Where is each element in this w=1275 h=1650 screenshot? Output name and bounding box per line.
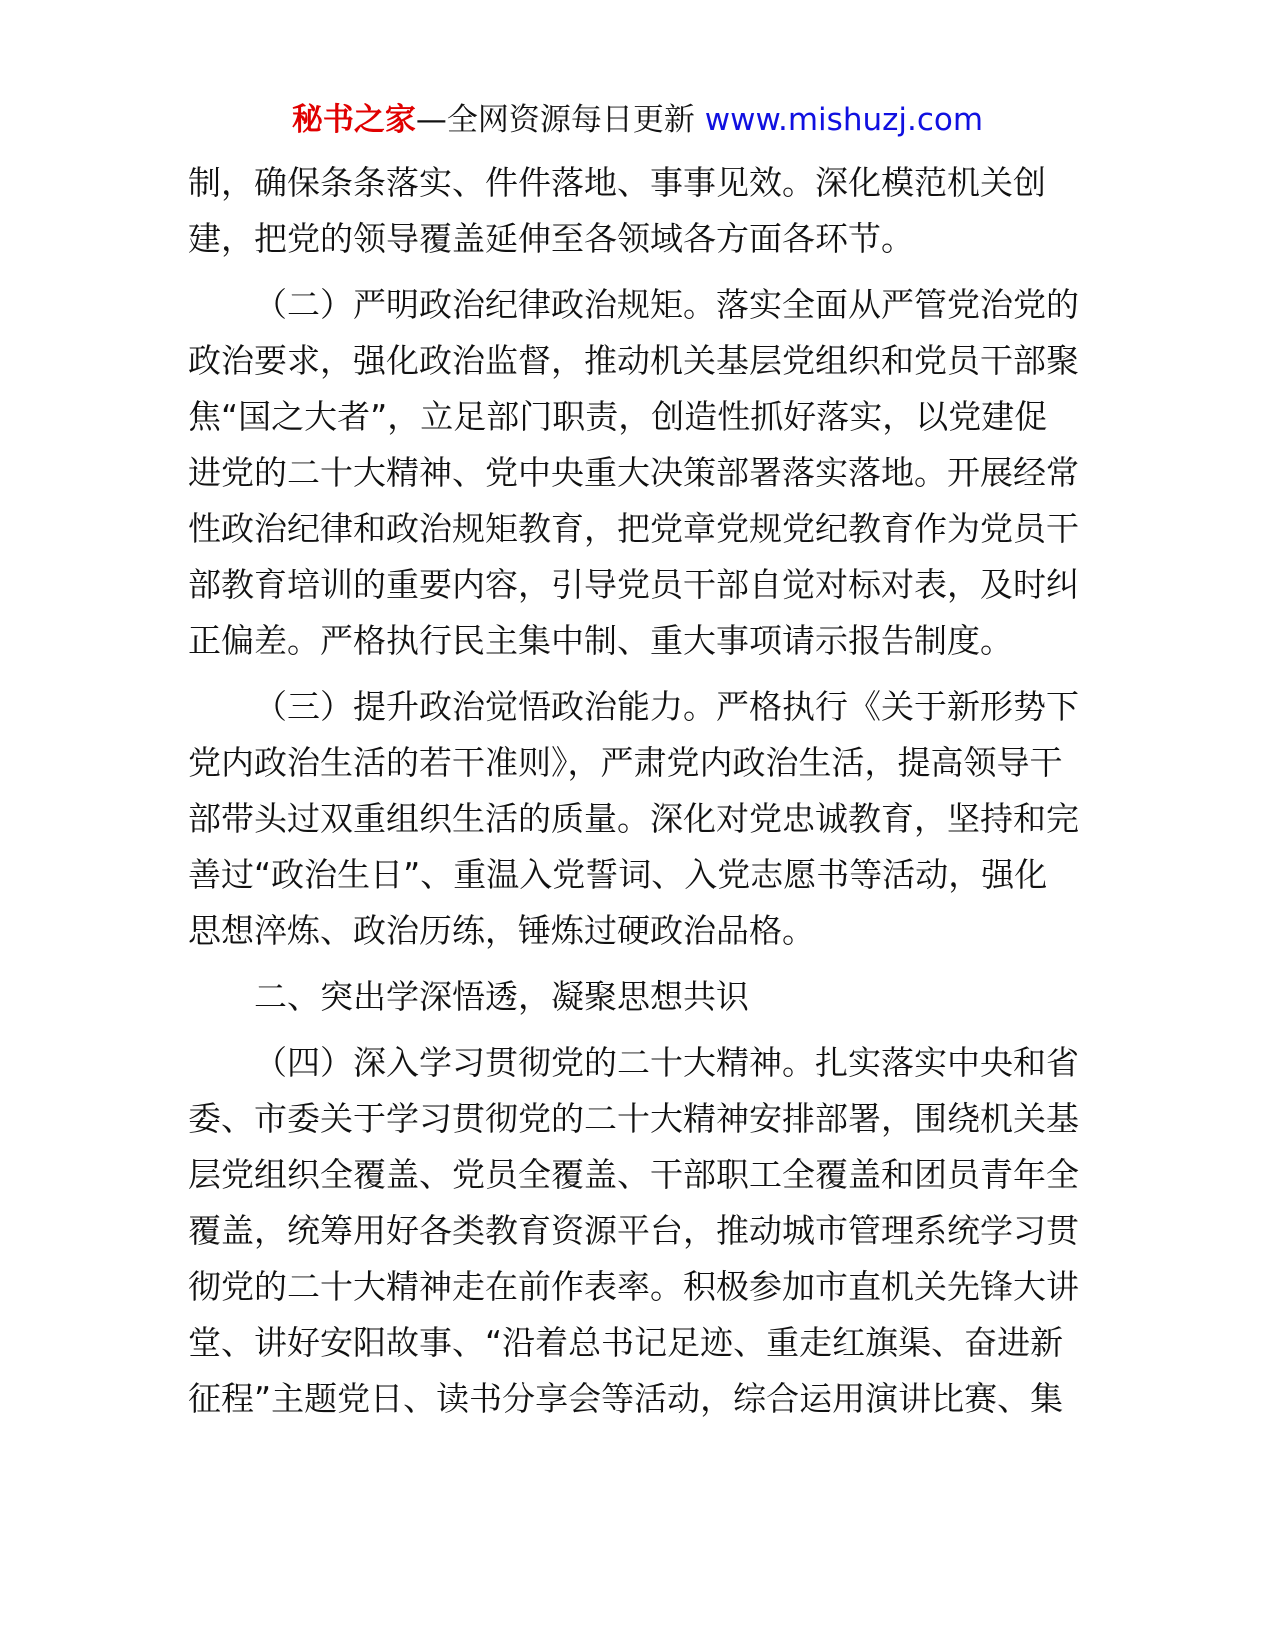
text-line: （四）深入学习贯彻党的二十大精神。扎实落实中央和省 [254, 1043, 1079, 1082]
site-url-link[interactable]: www.mishuzj.com [704, 102, 984, 138]
text-line: 善过“政治生日”、重温入党誓词、入党志愿书等活动，强化 [188, 855, 1048, 894]
text-line: 制，确保条条落实、件件落地、事事见效。深化模范机关创 [188, 163, 1046, 202]
text-line: 层党组织全覆盖、党员全覆盖、干部职工全覆盖和团员青年全 [188, 1155, 1079, 1194]
text-line: 部带头过双重组织生活的质量。深化对党忠诚教育，坚持和完 [188, 799, 1079, 838]
text-line: 彻党的二十大精神走在前作表率。积极参加市直机关先锋大讲 [188, 1267, 1079, 1306]
section-heading [188, 969, 1100, 1025]
text-line: （三）提升政治觉悟政治能力。严格执行《关于新形势下 [254, 687, 1079, 726]
brand-name: 秘书之家 [291, 102, 416, 138]
text-line: 堂、讲好安阳故事、“沿着总书记足迹、重走红旗渠、奋进新 [188, 1323, 1064, 1362]
text-line: 征程”主题党日、读书分享会等活动，综合运用演讲比赛、集 [188, 1379, 1064, 1418]
document-body [188, 155, 1100, 1427]
text-line: （二）严明政治纪律政治规矩。落实全面从严管党治党的 [254, 285, 1079, 324]
text-line: 焦“国之大者”，立足部门职责，创造性抓好落实，以党建促 [188, 397, 1048, 436]
text-line: 进党的二十大精神、党中央重大决策部署落实落地。开展经常 [188, 453, 1079, 492]
text-line: 二、突出学深悟透，凝聚思想共识 [254, 977, 749, 1016]
paragraph [188, 1035, 1100, 1427]
text-line: 性政治纪律和政治规矩教育，把党章党规党纪教育作为党员干 [188, 509, 1079, 548]
text-line: 部教育培训的重要内容，引导党员干部自觉对标对表，及时纠 [188, 565, 1079, 604]
text-line: 政治要求，强化政治监督，推动机关基层党组织和党员干部聚 [188, 341, 1079, 380]
text-line: 思想淬炼、政治历练，锤炼过硬政治品格。 [188, 911, 815, 950]
text-line: 覆盖，统筹用好各类教育资源平台，推动城市管理系统学习贯 [188, 1211, 1079, 1250]
text-line: 委、市委关于学习贯彻党的二十大精神安排部署，围绕机关基 [188, 1099, 1079, 1138]
site-header [0, 100, 1275, 140]
text-line: 正偏差。严格执行民主集中制、重大事项请示报告制度。 [188, 621, 1013, 660]
paragraph [188, 155, 1100, 267]
text-line: 建，把党的领导覆盖延伸至各领域各方面各环节。 [188, 219, 914, 258]
paragraph [188, 277, 1100, 669]
text-line: 党内政治生活的若干准则》，严肃党内政治生活，提高领导干 [188, 743, 1063, 782]
header-tagline: —全网资源每日更新 [415, 102, 705, 138]
paragraph [188, 679, 1100, 959]
